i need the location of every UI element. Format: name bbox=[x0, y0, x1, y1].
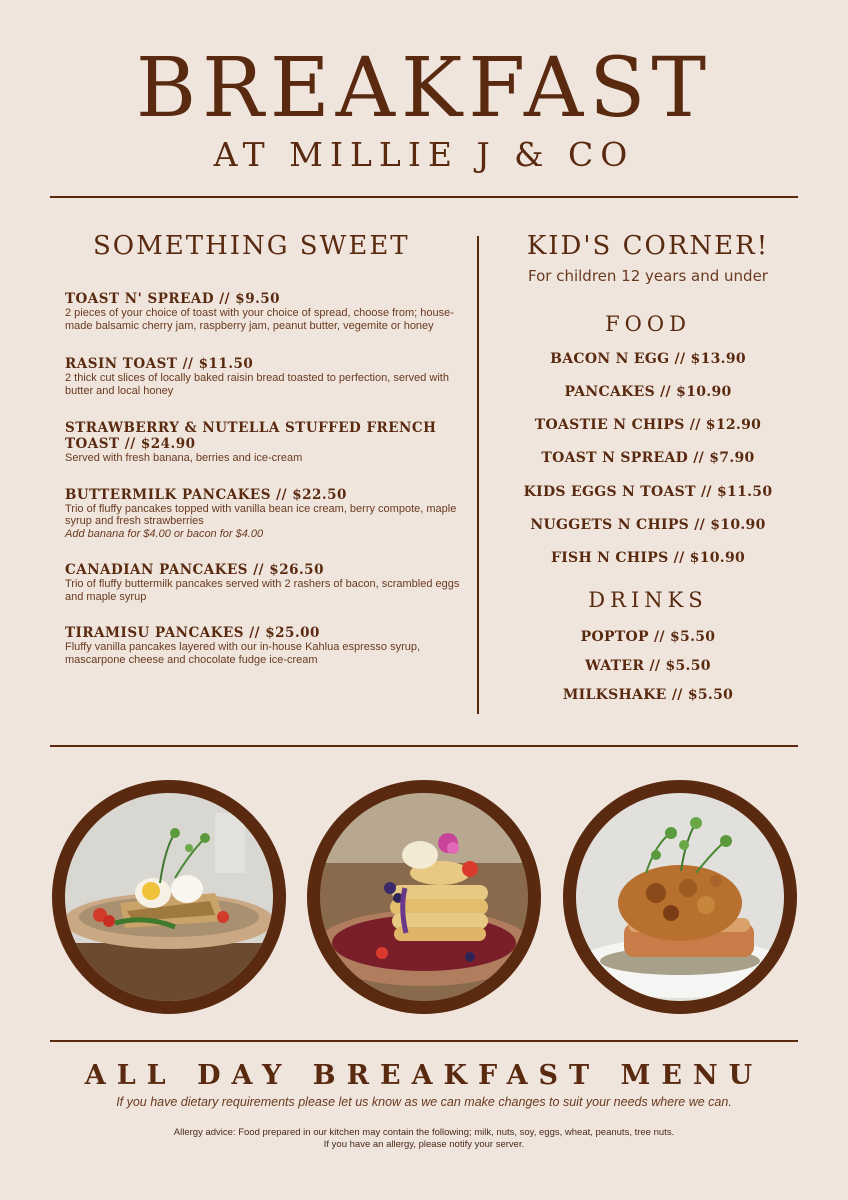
menu-item bbox=[65, 562, 460, 603]
kids-food-item: PANCAKES // $10.90 bbox=[564, 384, 732, 400]
something-sweet-list bbox=[65, 291, 460, 686]
menu-item-description: Served with fresh banana, berries and ice-cream bbox=[65, 452, 303, 464]
allergy-line: If you have an allergy, please notify your server. bbox=[323, 1139, 525, 1150]
menu-item bbox=[65, 291, 460, 332]
kids-food-item: BACON N EGG // $13.90 bbox=[550, 351, 746, 367]
menu-item-description: Trio of fluffy pancakes topped with vanilla bean ice cream, berry compote, maple syrup and fresh strawberries bbox=[65, 502, 457, 527]
menu-item-description: Trio of fluffy buttermilk pancakes served with 2 rashers of bacon, scrambled eggs and maple syrup bbox=[65, 578, 460, 603]
section-divider bbox=[50, 745, 798, 747]
allergy-line: Allergy advice: Food prepared in our kitchen may contain the following; milk, nuts, soy, eggs, wheat, peanuts, tree nuts. bbox=[173, 1127, 675, 1138]
menu-item bbox=[65, 420, 460, 465]
footer-divider bbox=[50, 1040, 798, 1042]
menu-item-description: 2 pieces of your choice of toast with your choice of spread, choose from; house-made balsamic cherry jam, raspberry jam, peanut butter, vegemite or honey bbox=[65, 307, 454, 332]
menu-item-name: CANADIAN PANCAKES // $26.50 bbox=[65, 562, 324, 578]
allergy-notice bbox=[0, 1127, 848, 1151]
menu-item-name: RASIN TOAST // $11.50 bbox=[65, 356, 254, 372]
menu-title: BREAKFAST bbox=[135, 41, 713, 136]
menu-item-name: STRAWBERRY & NUTELLA STUFFED FRENCH TOAST // $24.90 bbox=[65, 420, 437, 452]
menu-item bbox=[65, 356, 460, 397]
kids-food-item: FISH N CHIPS // $10.90 bbox=[550, 550, 746, 566]
photo-pancake-stack bbox=[307, 780, 541, 1014]
menu-item bbox=[65, 625, 460, 666]
kids-corner-subheading: For children 12 years and under bbox=[528, 267, 768, 285]
photo-savory-toast bbox=[563, 780, 797, 1014]
footer-title: ALL DAY BREAKFAST MENU bbox=[84, 1060, 764, 1091]
dietary-notice: If you have dietary requirements please let us know as we can make changes to suit your needs where we can. bbox=[116, 1095, 732, 1109]
header-divider bbox=[50, 196, 798, 198]
kids-drink-item: WATER // $5.50 bbox=[585, 658, 711, 674]
kids-food-item: NUGGETS N CHIPS // $10.90 bbox=[530, 517, 766, 533]
kids-drinks-heading: DRINKS bbox=[588, 588, 708, 612]
menu-item-name: BUTTERMILK PANCAKES // $22.50 bbox=[65, 486, 347, 503]
kids-food-item: KIDS EGGS N TOAST // $11.50 bbox=[523, 484, 773, 500]
menu-item-name: TOAST N' SPREAD // $9.50 bbox=[65, 291, 281, 307]
menu-item-description: Fluffy vanilla pancakes layered with our in-house Kahlua espresso syrup, mascarpone cheese and chocolate fudge ice-cream bbox=[65, 641, 421, 666]
kids-drink-item: POPTOP // $5.50 bbox=[580, 629, 716, 645]
kids-food-item: TOAST N SPREAD // $7.90 bbox=[541, 450, 755, 466]
something-sweet-heading: SOMETHING SWEET bbox=[93, 231, 410, 261]
kids-drink-item: MILKSHAKE // $5.50 bbox=[562, 687, 734, 703]
menu-item bbox=[65, 487, 460, 541]
kids-food-heading: FOOD bbox=[605, 312, 691, 336]
kids-food-item: TOASTIE N CHIPS // $12.90 bbox=[534, 417, 762, 433]
menu-item-addon-note: Add banana for $4.00 or bacon for $4.00 bbox=[65, 527, 264, 540]
menu-item-name: TIRAMISU PANCAKES // $25.00 bbox=[65, 625, 320, 641]
kids-corner-heading: KID'S CORNER! bbox=[526, 231, 770, 261]
photo-eggs-benedict bbox=[52, 780, 286, 1014]
menu-subtitle: AT MILLIE J & CO bbox=[213, 135, 635, 174]
menu-item-description: 2 thick cut slices of locally baked raisin bread toasted to perfection, served with butter and local honey bbox=[65, 372, 449, 397]
